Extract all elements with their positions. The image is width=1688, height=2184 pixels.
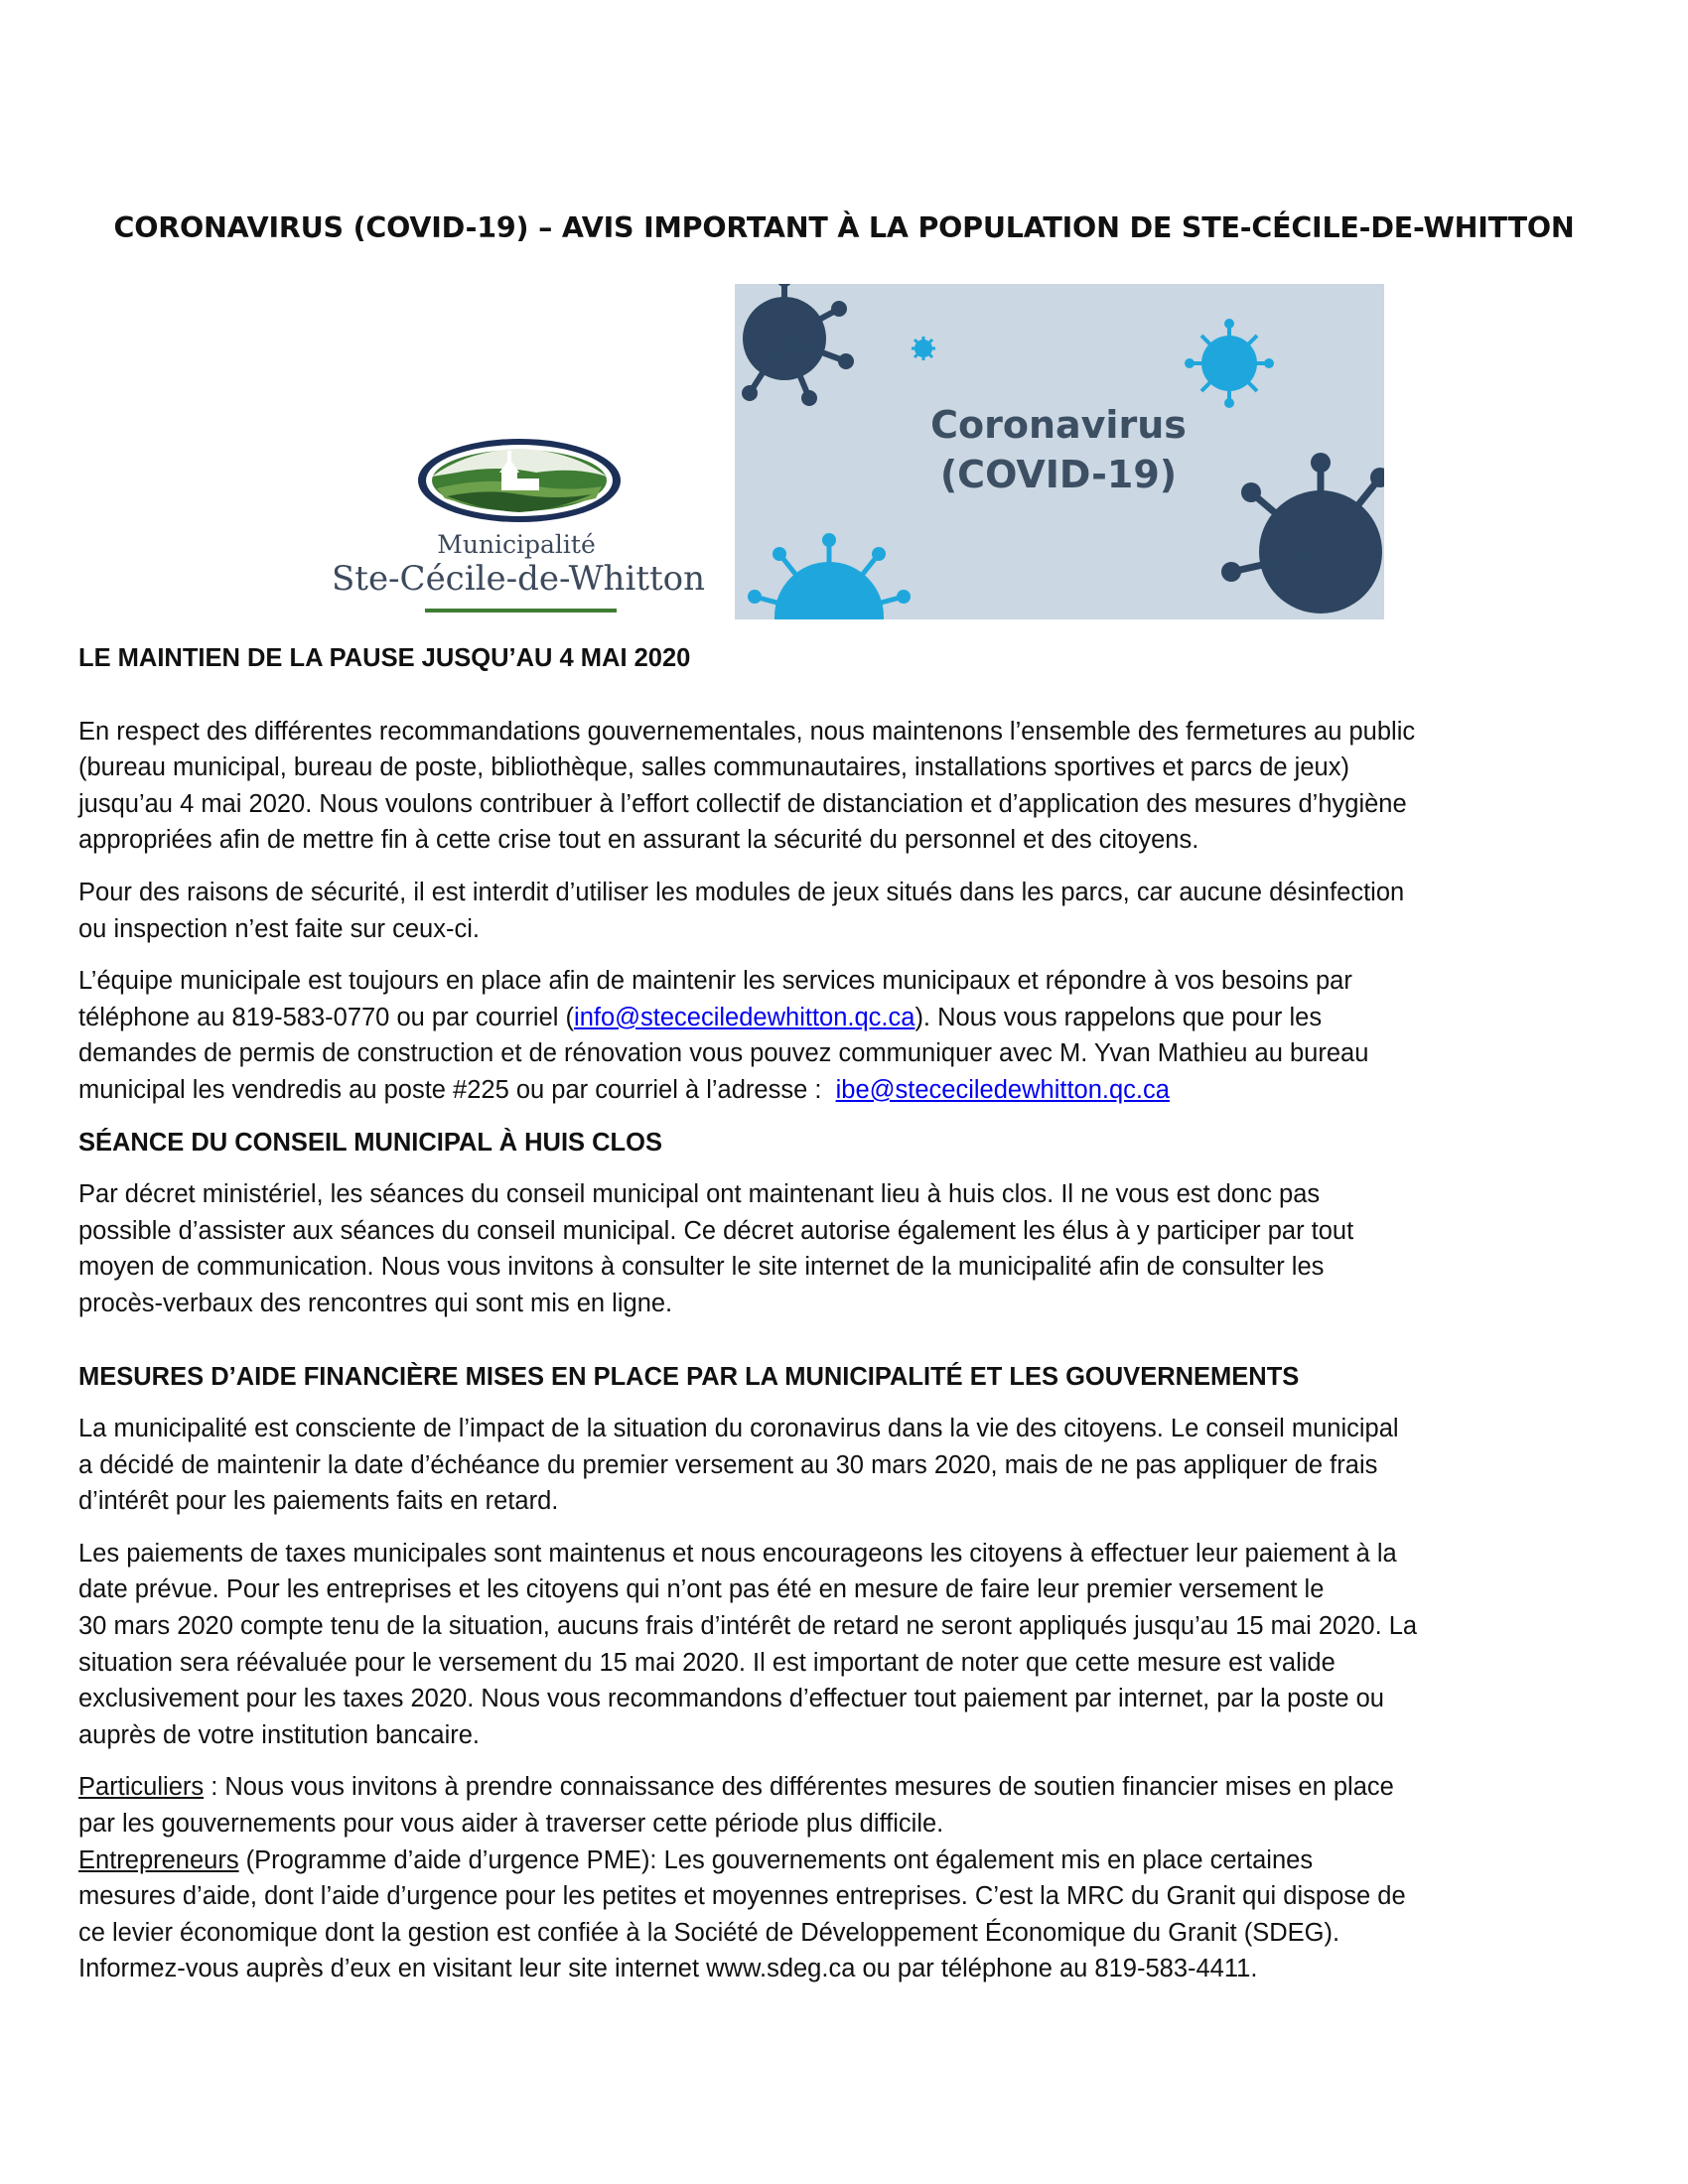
section3-paragraph1: La municipalité est consciente de l’impact de la situation du coronavirus dans la vie des citoyens. Le conseil municipal a décidé de maintenir la date d’échéance du premier versement au 30 mars 2020, mais de ne pas appliquer de frais d’intérêt pour les paiements faits en retard.: [78, 1415, 1399, 1516]
virus-dark-topleft-icon: [742, 284, 854, 406]
virus-dark-bottomright-icon: [1221, 453, 1384, 614]
section1-paragraph1: En respect des différentes recommandations gouvernementales, nous maintenons l’ensemble des fermetures au public (bureau municipal, bureau de poste, bibliothèque, salles communautaires, installations sportives et parcs de jeux) jusqu’au 4 mai 2020. Nous voulons contribuer à l’effort collectif de distanciation et d’application des mesures d’hygiène appropriées afin de mettre fin à cette crise tout en assurant la sécurité du personnel et des citoyens.: [78, 717, 1416, 855]
banner-line2: (COVID-19): [939, 453, 1178, 496]
section1-paragraph3: L’équipe municipale est toujours en place afin de maintenir les services municipaux et répondre à vos besoins par téléphone au 819-583-0770 ou par courriel (info@stececiledewhitton.qc.ca). Nous vous rappelons que pour les demandes de permis de construction et de rénovation vous pouvez communiquer avec M. Yvan Mathieu au bureau municipal les vendredis au poste #225 ou par courriel à l’adresse : ibe@stececiledewhitton.qc.ca: [78, 967, 1369, 1104]
section2-heading: SÉANCE DU CONSEIL MUNICIPAL À HUIS CLOS: [78, 1128, 662, 1157]
section1-paragraph2: Pour des raisons de sécurité, il est interdit d’utiliser les modules de jeux situés dans les parcs, car aucune désinfection ou inspection n’est faite sur ceux-ci.: [78, 878, 1405, 943]
virus-small-blue-icon: [912, 337, 935, 360]
logo-line1: Municipalité: [437, 530, 596, 559]
particuliers-label: Particuliers: [78, 1773, 205, 1802]
banner-line1: Coronavirus: [930, 403, 1187, 447]
page-title: CORONAVIRUS (COVID-19) – AVIS IMPORTANT À LA POPULATION DE STE-CÉCILE-DE-WHITTON: [113, 211, 1575, 244]
section3-paragraph2: Les paiements de taxes municipales sont maintenus et nous encourageons les citoyens à effectuer leur paiement à la date prévue. Pour les entreprises et les citoyens qui n’ont pas été en mesure de faire leur premier versement le 30 mars 2020 compte tenu de la situation, aucuns frais d’intérêt de retard ne seront appliqués jusqu’au 15 mai 2020. La situation sera réévaluée pour le versement du 15 mai 2020. Il est important de noter que cette mesure est valide exclusivement pour les taxes 2020. Nous vous recommandons d’effectuer tout paiement par internet, par la poste ou auprès de votre institution bancaire.: [78, 1539, 1418, 1749]
section1-heading: LE MAINTIEN DE LA PAUSE JUSQU’AU 4 MAI 2020: [78, 644, 691, 672]
section3-heading: MESURES D’AIDE FINANCIÈRE MISES EN PLACE PAR LA MUNICIPALITÉ ET LES GOUVERNEMENTS: [78, 1362, 1300, 1391]
logo-line2: Ste-Cécile-de-Whitton: [331, 559, 706, 599]
logo-emblem: [418, 439, 621, 522]
municipality-logo: [298, 437, 740, 620]
particuliers-paragraph: Particuliers : Nous vous invitons à prendre connaissance des différentes mesures de soutien financier mises en place par les gouvernements pour vous aider à traverser cette période plus difficile. Entrepreneurs (Programme d’aide d’urgence PME): Les gouvernements ont également mis en place certaines mesures d’aide, dont l’aide d’urgence pour les petites et moyennes entreprises. C’est la MRC du Granit qui dispose de ce levier économique dont la gestion est confiée à la Société de Développement Économique du Granit (SDEG). Informez-vous auprès d’eux en visitant leur site internet www.sdeg.ca ou par téléphone au 819-583-4411.: [78, 1773, 1406, 1983]
virus-blue-bottomleft-icon: [748, 533, 911, 619]
virus-blue-topright-icon: [1185, 319, 1274, 408]
coronavirus-banner: [735, 284, 1384, 619]
entrepreneurs-label: Entrepreneurs: [78, 1845, 239, 1874]
info-email-link[interactable]: info@stececiledewhitton.qc.ca: [574, 1003, 915, 1031]
notice-body: [78, 640, 1627, 1987]
ibe-email-link[interactable]: ibe@stececiledewhitton.qc.ca: [835, 1075, 1170, 1104]
logo-underline: [425, 609, 617, 613]
section2-paragraph1: Par décret ministériel, les séances du conseil municipal ont maintenant lieu à huis clos. Il ne vous est donc pas possible d’assister aux séances du conseil municipal. Ce décret autorise également les élus à y participer par tout moyen de communication. Nous vous invitons à consulter le site internet de la municipalité afin de consulter les procès-verbaux des rencontres qui sont mis en ligne.: [78, 1180, 1354, 1317]
